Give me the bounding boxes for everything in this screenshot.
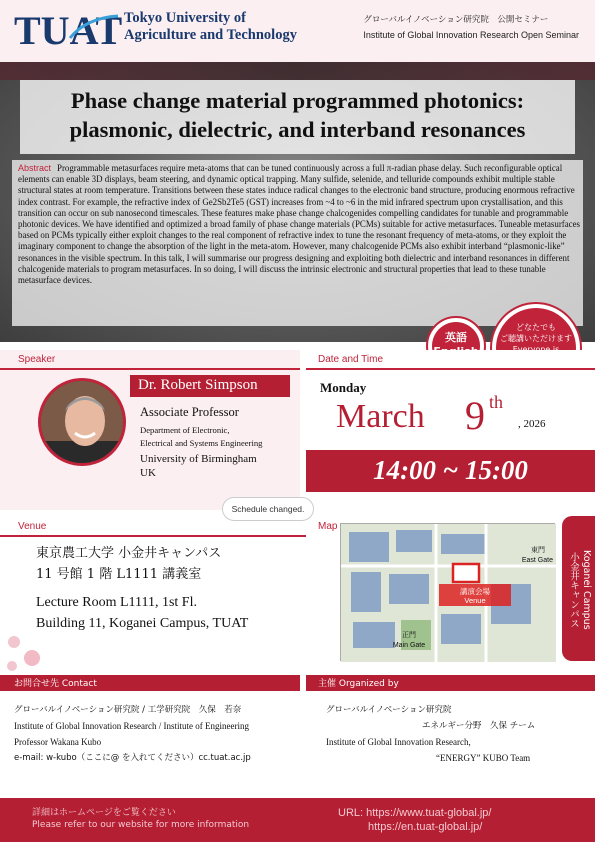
contact-line1: グローバルイノベーション研究院 / 工学研究院 久保 若奈 [14, 705, 242, 715]
speaker-photo [38, 378, 126, 466]
organizer-line1: グローバルイノベーション研究院 [326, 705, 452, 715]
university-name-line2: Agriculture and Technology [124, 27, 297, 43]
speaker-university: University of Birmingham [140, 453, 257, 465]
map-main-gate-jp: 正門 [402, 631, 416, 639]
datetime-divider [306, 368, 595, 370]
map-east-gate-en: East Gate [521, 557, 553, 564]
organizer-line4: “ENERGY” KUBO Team [436, 753, 531, 763]
footer-note-en: Please refer to our website for more information [32, 820, 250, 830]
speaker-divider [0, 368, 300, 370]
campus-tab-jp: 小金井キャンパス [568, 552, 579, 628]
organizer-label: 主催 Organized by [318, 679, 399, 689]
speaker-position: Associate Professor [140, 405, 239, 419]
schedule-changed-note: Schedule changed. [222, 497, 314, 521]
url-label: URL: [338, 807, 364, 819]
speaker-name: Dr. Robert Simpson [138, 377, 258, 393]
abstract [18, 163, 580, 286]
venue-en-line1: Lecture Room L1111, 1st Fl. [36, 595, 197, 610]
event-year: , 2026 [518, 418, 546, 430]
organizer-info [326, 702, 535, 766]
event-day: Monday [320, 380, 367, 395]
english-badge-jp: 英語 [445, 331, 467, 344]
abstract-label: Abstract [18, 163, 52, 173]
footer-note [32, 807, 249, 831]
tuat-logo [14, 8, 124, 52]
venue-divider [0, 535, 306, 537]
event-date: 9 [465, 393, 485, 438]
speaker-country: UK [140, 467, 156, 479]
university-name-line1: Tokyo University of [124, 10, 246, 26]
contact-info [14, 702, 251, 766]
datetime-label: Date and Time [318, 354, 384, 365]
decorative-circles [0, 628, 60, 676]
map-venue-en: Venue [464, 596, 486, 605]
talk-title [20, 86, 575, 144]
venue-label: Venue [18, 521, 47, 532]
seminar-series [363, 13, 579, 43]
header [0, 0, 595, 62]
contact-label: お問合せ先 Contact [14, 679, 97, 689]
venue-jp-line2: 11 号館 1 階 L1111 講義室 [36, 567, 202, 582]
seminar-series-en: Institute of Global Innovation Research Open Seminar [363, 30, 579, 40]
map-main-gate-en: Main Gate [392, 642, 426, 649]
campus-tab-en: Koganei Campus [581, 550, 592, 630]
map-east-gate-jp: 東門 [531, 546, 545, 554]
talk-title-line2: plasmonic, dielectric, and interband resonances [69, 117, 526, 142]
event-month: March [336, 398, 425, 435]
speaker-department-line1: Department of Electronic, [140, 425, 230, 435]
abstract-text: Programmable metasurfaces require meta-atoms that can be tuned continuously across a full π-radian phase delay. Such reconfigurable optical elements can enable 3D displays, beam steering, and dynamic optical trapping. Many sulfide, selenide, and telluride compounds exhibit multiple stable structural states at room temperature. Transitions between these states induce radical changes to the electronic band structure, producing enormous refractive index contrast. For example, the refractive index of Ge2Sb2Te5 (GST) increases from ~4 to ~6 in the mid infrared spectrum upon crystallisation, and this transition can occur on sub nanosecond timescales. These features make phase change chalcogenides compelling candidates for tunable and programmable photonic devices. We have identified and optimized a broad family of phase change materials (PCMs) suitable for active metasurfaces. Tuneable metasurfaces based on PCMs typically either exploit changes to the real component of refractive index to tune the resonant frequency of meta-atoms, or they exploit the imaginary component to change the absorption of the light in the meta-atom. However, many chalcogenide PCMs also exhibit interband “plasmonic-like” resonances in the visible spectrum. In this talk, I will summarise our progress designing and exploiting both dielectric and interband resonances in different chalcogenide materials to program metasurfaces. In so doing, I will discuss the intrinsic electronic and structural properties that lead to these tunable metasurface devices. [18, 163, 581, 286]
campus-map [340, 523, 555, 661]
contact-line2: Institute of Global Innovation Research / Institute of Engineering [14, 721, 249, 731]
university-name [124, 10, 297, 44]
welcome-badge-jp1: どなたでも [516, 323, 556, 332]
map-venue-jp: 講演会場 [460, 587, 490, 596]
contact-email: e-mail: w-kubo（ここに@ を入れてください）cc.tuat.ac.jp [14, 753, 251, 763]
venue-jp-line1: 東京農工大学 小金井キャンパス [36, 546, 222, 561]
talk-title-line1: Phase change material programmed photonics: [70, 88, 525, 113]
venue-en-line2: Building 11, Koganei Campus, TUAT [36, 616, 249, 631]
welcome-badge-jp2: ご聴講いただけます [500, 334, 572, 343]
map-label: Map [318, 521, 338, 532]
event-time: 14:00 ~ 15:00 [373, 455, 528, 485]
venue-marker [453, 564, 479, 582]
speaker-affiliation [140, 452, 257, 480]
logo-text: TUAT [14, 8, 123, 52]
url-jp-link[interactable]: https://www.tuat-global.jp/ [366, 807, 492, 819]
footer-urls [338, 806, 491, 834]
organizer-line2: エネルギー分野 久保 チーム [422, 721, 536, 731]
seminar-series-jp: グローバルイノベーション研究院 公開セミナー [363, 15, 549, 25]
url-en-link[interactable]: https://en.tuat-global.jp/ [368, 821, 483, 833]
speaker-department-line2: Electrical and Systems Engineering [140, 438, 263, 448]
footer-note-jp: 詳細はホームページをご覧ください [32, 808, 176, 818]
organizer-line3: Institute of Global Innovation Research, [326, 737, 471, 747]
speaker-label: Speaker [18, 354, 56, 365]
campus-tab-text [565, 520, 593, 660]
event-date-suffix: th [489, 392, 504, 412]
speaker-department [140, 424, 262, 450]
contact-line3: Professor Wakana Kubo [14, 737, 102, 747]
